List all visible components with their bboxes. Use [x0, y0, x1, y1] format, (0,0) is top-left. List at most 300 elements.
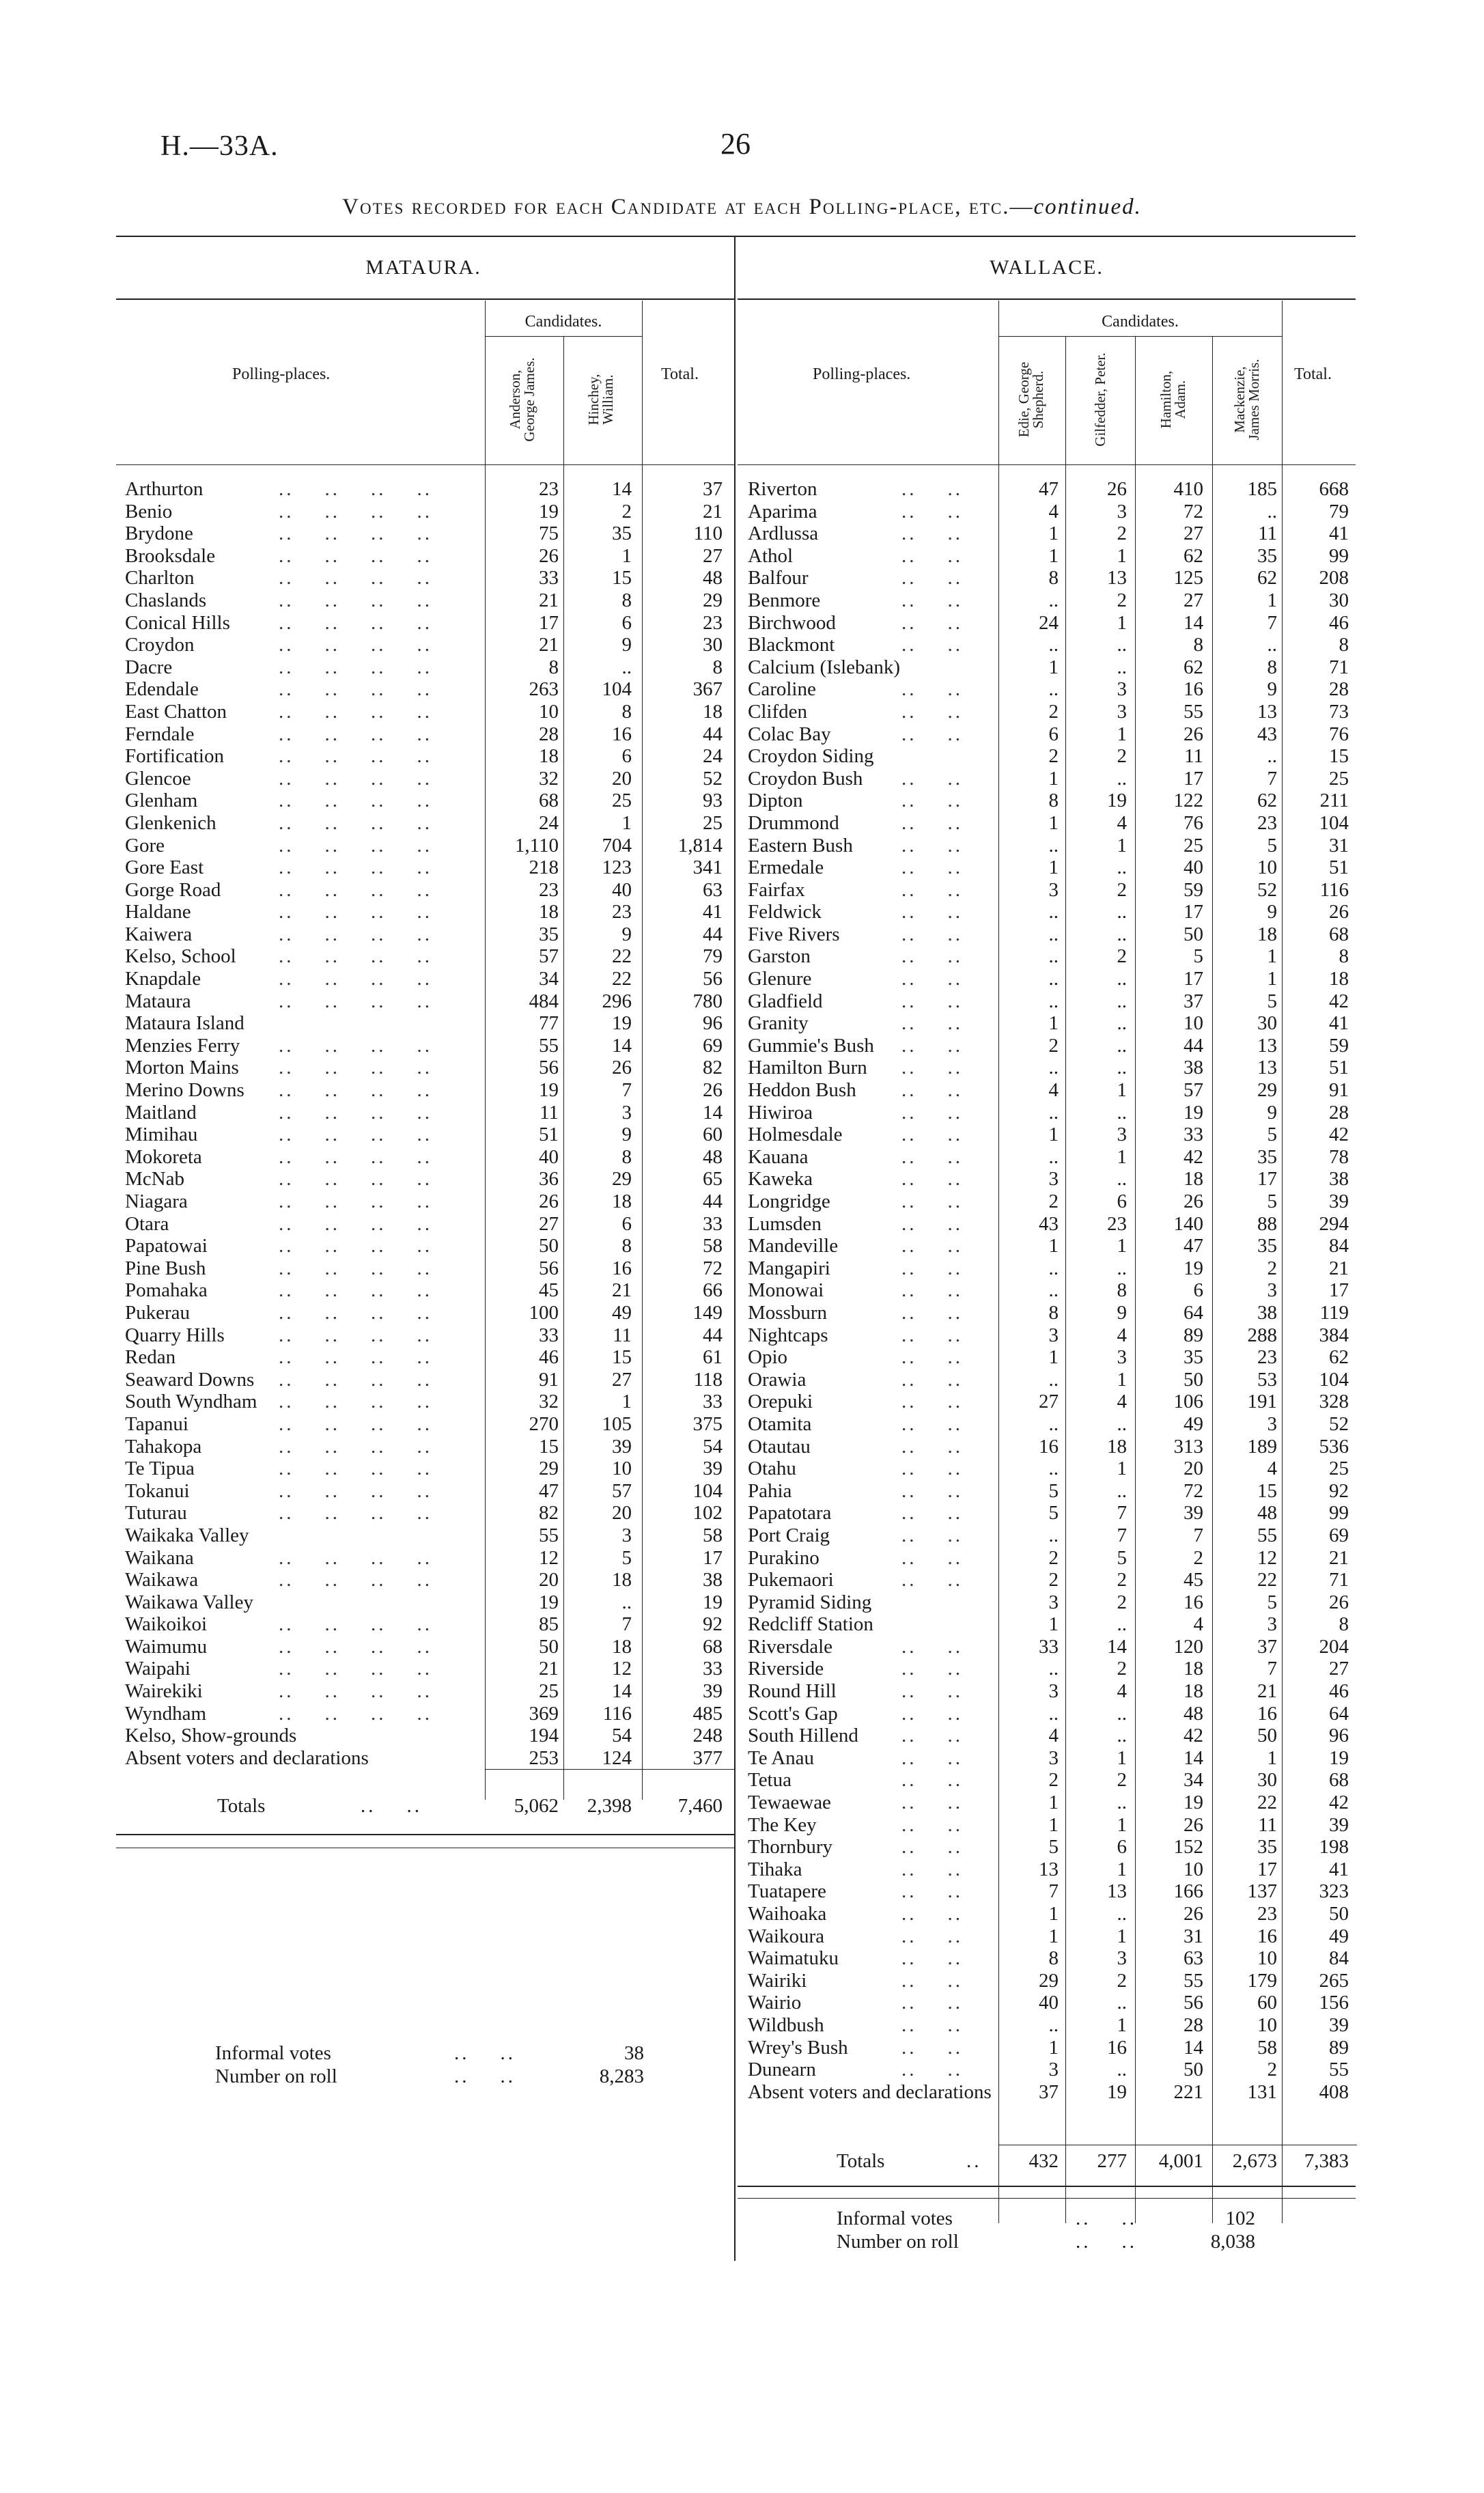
vote-cell: 2 [1048, 1034, 1059, 1057]
vote-cell: 2 [1117, 1591, 1127, 1613]
vote-cell: 33 [1184, 1124, 1203, 1146]
wallace-row [748, 1925, 1352, 1948]
vote-cell: 42 [1329, 990, 1349, 1012]
vote-cell: 16 [1257, 1702, 1277, 1725]
vote-cell: 25 [1329, 1458, 1349, 1480]
leader-dots: .. .. .. .. [279, 1212, 432, 1235]
leader-dots: .. .. .. .. [279, 1569, 432, 1591]
vote-cell: 13 [1257, 700, 1277, 723]
vote-cell: 17 [1184, 767, 1203, 790]
leader-dots: .. .. [901, 523, 963, 545]
vote-cell: .. [1048, 1368, 1059, 1391]
vote-cell: 10 [1184, 1858, 1203, 1880]
vote-cell: 2 [1117, 1769, 1127, 1792]
vote-cell: 51 [1329, 856, 1349, 879]
vote-cell: .. [1048, 1101, 1059, 1124]
vote-cell: 17 [1257, 1168, 1277, 1190]
vote-cell: 44 [703, 723, 723, 745]
leader-dots: .. .. [901, 878, 963, 901]
vote-cell: 1 [1117, 1368, 1127, 1391]
vote-cell: 25 [1329, 767, 1349, 790]
polling-place-name: Colac Bay [748, 723, 831, 745]
wallace-row [748, 856, 1352, 879]
vote-cell: 69 [1329, 1524, 1349, 1546]
leader-dots: .. .. [901, 901, 963, 923]
vote-cell: 37 [703, 478, 723, 500]
vote-cell: 104 [692, 1479, 723, 1502]
vote-cell: 24 [1039, 611, 1059, 634]
wallace-candidate-3: Hamilton, Adam. [1158, 370, 1188, 429]
polling-place-name: Glenure [748, 968, 812, 990]
vote-cell: 10 [539, 700, 559, 723]
vote-cell: 23 [539, 478, 559, 500]
vote-cell: 82 [703, 1057, 723, 1079]
polling-place-name: Dacre [125, 656, 173, 678]
vote-cell: 42 [1184, 1145, 1203, 1168]
vote-cell: 39 [1329, 1190, 1349, 1212]
mataura-row [125, 1458, 733, 1480]
polling-place-name: Aparima [748, 500, 817, 523]
vote-cell: 410 [1173, 478, 1203, 500]
vote-cell: 3 [1048, 1324, 1059, 1346]
leader-dots: .. .. [901, 1880, 963, 1903]
leader-dots: .. .. .. .. [279, 1301, 432, 1324]
leader-dots: .. .. [901, 1301, 963, 1324]
vote-cell: 14 [1184, 1746, 1203, 1769]
vote-cell: 124 [602, 1746, 632, 1769]
vote-cell: 5 [1267, 1124, 1277, 1146]
vote-cell: 1 [1267, 945, 1277, 968]
wallace-row [748, 1279, 1352, 1302]
vote-cell: 38 [1184, 1057, 1203, 1079]
vote-cell: 110 [693, 523, 723, 545]
leader-dots: .. .. .. .. [279, 1502, 432, 1524]
polling-place-name: Glenham [125, 790, 198, 812]
vote-cell: 66 [703, 1279, 723, 1302]
mataura-row [125, 1502, 733, 1524]
vote-cell: .. [1117, 1057, 1127, 1079]
vote-cell: 21 [539, 589, 559, 611]
leader-dots: .. .. [901, 1435, 963, 1458]
vote-cell: 19 [1184, 1792, 1203, 1814]
leader-dots: .. .. .. .. [279, 1635, 432, 1658]
leader-dots: .. .. [901, 1813, 963, 1836]
mataura-row [125, 678, 733, 701]
vote-cell: 4 [1193, 1613, 1203, 1636]
wallace-row [748, 1880, 1352, 1903]
vote-cell: 23 [612, 901, 632, 923]
vote-cell: 65 [703, 1168, 723, 1190]
wallace-row [748, 1190, 1352, 1213]
page-number: 26 [720, 127, 751, 161]
wallace-candidate-4: Mackenzie, James Morris. [1231, 359, 1262, 441]
vote-cell: 367 [692, 678, 723, 701]
vote-cell: 79 [1329, 500, 1349, 523]
vote-cell: 1 [1048, 767, 1059, 790]
wallace-row [748, 2037, 1352, 2059]
vote-cell: 536 [1319, 1435, 1349, 1458]
polling-place-name: Seaward Downs [125, 1368, 255, 1391]
vote-cell: 248 [692, 1725, 723, 1747]
vote-cell: 18 [703, 700, 723, 723]
polling-place-name: Tetua [748, 1769, 792, 1792]
polling-place-name: Wyndham [125, 1702, 207, 1725]
mataura-row [125, 1102, 733, 1124]
wallace-row [748, 612, 1352, 635]
leader-dots: .. .. [901, 923, 963, 945]
leader-dots: .. .. [901, 1101, 963, 1124]
leader-dots: .. .. .. .. [279, 968, 432, 990]
polling-place-name: Tewaewae [748, 1792, 831, 1814]
vote-cell: 11 [1184, 745, 1203, 768]
leader-dots: .. .. .. .. [279, 723, 432, 745]
mataura-row [125, 1279, 733, 1302]
polling-place-name: Benio [125, 500, 173, 523]
leader-dots: .. .. .. .. [279, 567, 432, 589]
vote-cell: 704 [602, 834, 632, 856]
vote-cell: 1 [1117, 723, 1127, 745]
leader-dots: .. .. [901, 811, 963, 834]
vote-cell: 59 [1329, 1034, 1349, 1057]
leader-dots: .. .. [901, 1992, 963, 2014]
wallace-row [748, 790, 1352, 812]
polling-place-name: Hamilton Burn [748, 1057, 867, 1079]
polling-place-name: Redcliff Station [748, 1613, 873, 1636]
vote-cell: 55 [539, 1524, 559, 1546]
vote-cell: 5 [621, 1546, 632, 1569]
vote-cell: 8 [621, 700, 632, 723]
polling-place-name: Croydon Siding [748, 745, 874, 768]
vote-cell: 1 [1048, 811, 1059, 834]
vote-cell: 15 [539, 1435, 559, 1458]
vote-cell: 18 [539, 901, 559, 923]
mataura-row [125, 1324, 733, 1347]
vote-cell: 369 [529, 1702, 559, 1725]
polling-place-name: The Key [748, 1813, 817, 1836]
vote-cell: 48 [703, 1145, 723, 1168]
polling-place-name: Conical Hills [125, 611, 230, 634]
mataura-row [125, 589, 733, 612]
vote-cell: 31 [1329, 834, 1349, 856]
vote-cell: 328 [1319, 1391, 1349, 1413]
vote-cell: 2 [1117, 1969, 1127, 1992]
leader-dots: .. .. .. .. [279, 634, 432, 656]
wallace-row [748, 923, 1352, 946]
leader-dots: .. .. [901, 611, 963, 634]
vote-cell: 13 [1107, 1880, 1127, 1903]
vote-cell: 4 [1117, 1324, 1127, 1346]
vote-cell: 85 [539, 1613, 559, 1636]
vote-cell: 92 [1329, 1479, 1349, 1502]
polling-place-name: Fortification [125, 745, 224, 768]
mataura-row [125, 768, 733, 790]
vote-cell: 50 [1184, 2059, 1203, 2081]
polling-place-name: Waimatuku [748, 1947, 839, 1970]
leader-dots: .. .. .. .. [279, 1145, 432, 1168]
polling-place-name: Orawia [748, 1368, 807, 1391]
wallace-row [748, 1012, 1352, 1035]
vote-cell: 6 [1117, 1190, 1127, 1212]
vote-cell: 2 [1048, 1769, 1059, 1792]
vote-cell: 39 [703, 1458, 723, 1480]
vote-cell: 51 [1329, 1057, 1349, 1079]
vote-cell: 23 [539, 878, 559, 901]
vote-cell: 7 [1193, 1524, 1203, 1546]
vote-cell: .. [1117, 1101, 1127, 1124]
vote-cell: 62 [1329, 1346, 1349, 1369]
leader-dots: .. .. [901, 1746, 963, 1769]
vote-cell: 263 [529, 678, 559, 701]
vote-cell: 42 [1329, 1792, 1349, 1814]
vote-cell: 1 [1048, 1235, 1059, 1257]
vote-cell: 44 [1184, 1034, 1203, 1057]
leader-dots: .. .. [901, 1479, 963, 1502]
mataura-row [125, 1680, 733, 1703]
vote-cell: 19 [1107, 2080, 1127, 2103]
vote-cell: 33 [703, 1391, 723, 1413]
polling-place-name: Caroline [748, 678, 816, 701]
vote-cell: 20 [539, 1569, 559, 1591]
vote-cell: 156 [1319, 1992, 1349, 2014]
polling-place-name: Calcium (Islebank) [748, 656, 901, 678]
leader-dots: .. .. [901, 1969, 963, 1992]
polling-place-name: Birchwood [748, 611, 836, 634]
vote-cell: 1 [1048, 523, 1059, 545]
wallace-row [748, 1992, 1352, 2014]
vote-cell: 37 [1039, 2080, 1059, 2103]
vote-cell: 1 [1117, 1145, 1127, 1168]
vote-cell: 25 [539, 1680, 559, 1703]
leader-dots: .. .. [901, 1792, 963, 1814]
vote-cell: .. [1117, 990, 1127, 1012]
wallace-totals-dots: .. [966, 2150, 982, 2172]
vote-cell: 1 [1117, 611, 1127, 634]
wallace-totals-label: Totals [837, 2150, 885, 2172]
vote-cell: 40 [1039, 1992, 1059, 2014]
vote-cell: 33 [1039, 1635, 1059, 1658]
mataura-row [125, 567, 733, 589]
wallace-row [748, 1658, 1352, 1680]
mataura-row [125, 1747, 733, 1770]
leader-dots: .. .. [901, 1925, 963, 1947]
polling-place-name: Dipton [748, 790, 803, 812]
wallace-row [748, 1814, 1352, 1837]
vote-cell: 15 [1329, 745, 1349, 768]
wallace-row [748, 1480, 1352, 1503]
vote-cell: 122 [1173, 790, 1203, 812]
polling-place-name: Tahakopa [125, 1435, 202, 1458]
polling-place-name: Eastern Bush [748, 834, 853, 856]
polling-place-name: Arthurton [125, 478, 204, 500]
wallace-row [748, 2081, 1352, 2104]
polling-place-name: Five Rivers [748, 923, 840, 945]
leader-dots: .. .. [901, 1257, 963, 1279]
vote-cell: 46 [1329, 611, 1349, 634]
vote-cell: 35 [1257, 1145, 1277, 1168]
leader-dots: .. .. .. .. [279, 1680, 432, 1703]
leader-dots: .. .. .. .. [279, 811, 432, 834]
vote-cell: 1 [1117, 2014, 1127, 2036]
polling-place-name: Round Hill [748, 1680, 837, 1703]
vote-cell: 28 [1184, 2014, 1203, 2036]
mataura-totals-dots: .. .. [361, 1795, 422, 1817]
mataura-row [125, 612, 733, 635]
vote-cell: 47 [1184, 1235, 1203, 1257]
mataura-candidate-1: Anderson, George James. [507, 357, 537, 442]
vote-cell: 3 [1117, 678, 1127, 701]
polling-place-name: Glencoe [125, 767, 191, 790]
vote-cell: 2 [1048, 1190, 1059, 1212]
leader-dots: .. .. [901, 1346, 963, 1369]
vote-cell: .. [1048, 1658, 1059, 1680]
top-rule [116, 236, 1356, 237]
polling-place-name: Orepuki [748, 1391, 813, 1413]
polling-place-name: Fairfax [748, 878, 805, 901]
polling-place-name: Kelso, Show-grounds [125, 1725, 297, 1747]
vote-cell: 1 [1048, 656, 1059, 678]
leader-dots: .. .. .. .. [279, 1391, 432, 1413]
mataura-row [125, 1302, 733, 1324]
vote-cell: 4 [1117, 811, 1127, 834]
wallace-row [748, 478, 1352, 501]
section-divider [734, 236, 736, 2261]
vote-cell: .. [1048, 1057, 1059, 1079]
wallace-row [748, 1502, 1352, 1524]
vote-cell: 20 [612, 1502, 632, 1524]
leader-dots: .. .. [901, 478, 963, 500]
vote-cell: .. [1117, 1012, 1127, 1035]
vote-cell: 25 [1184, 834, 1203, 856]
vote-cell: 780 [692, 990, 723, 1012]
wallace-row [748, 1858, 1352, 1881]
vote-cell: 1 [1048, 1925, 1059, 1947]
polling-place-name: South Wyndham [125, 1391, 257, 1413]
vote-cell: 6 [621, 1212, 632, 1235]
mataura-row [125, 1436, 733, 1458]
vote-cell: 18 [612, 1635, 632, 1658]
mataura-row [125, 968, 733, 990]
leader-dots: .. .. .. .. [279, 478, 432, 500]
leader-dots: .. .. [901, 767, 963, 790]
vote-cell: 23 [1107, 1212, 1127, 1235]
mataura-row [125, 1079, 733, 1102]
vote-cell: 25 [703, 811, 723, 834]
vote-cell: 30 [1329, 589, 1349, 611]
vote-cell: 140 [1173, 1212, 1203, 1235]
vote-cell: 8 [1267, 656, 1277, 678]
vote-cell: 26 [703, 1079, 723, 1102]
vote-cell: 265 [1319, 1969, 1349, 1992]
vote-cell: 54 [612, 1725, 632, 1747]
polling-place-name: Absent voters and declarations [748, 2080, 992, 2103]
vote-cell: 1,110 [514, 834, 559, 856]
polling-place-name: Kaweka [748, 1168, 813, 1190]
vote-cell: 13 [1107, 567, 1127, 589]
vote-cell: .. [1048, 2014, 1059, 2036]
vote-cell: 49 [1184, 1412, 1203, 1435]
vote-cell: 18 [612, 1190, 632, 1212]
vote-cell: 9 [1117, 1301, 1127, 1324]
wallace-row [748, 812, 1352, 835]
mataura-row [125, 723, 733, 746]
wallace-row [748, 1391, 1352, 1413]
leader-dots: .. .. .. .. [279, 945, 432, 968]
vote-cell: 100 [529, 1301, 559, 1324]
vote-cell: 33 [703, 1212, 723, 1235]
vote-cell: 68 [1329, 1769, 1349, 1792]
vote-cell: 104 [1319, 1368, 1349, 1391]
vote-cell: 21 [539, 1658, 559, 1680]
wallace-row [748, 1613, 1352, 1636]
vote-cell: 37 [1257, 1635, 1277, 1658]
polling-place-name: Waikawa Valley [125, 1591, 253, 1613]
vote-cell: 17 [1184, 901, 1203, 923]
wallace-row [748, 835, 1352, 857]
vote-cell: 40 [612, 878, 632, 901]
mataura-total-hinchey: 2,398 [587, 1795, 632, 1817]
vote-cell: 194 [529, 1725, 559, 1747]
vote-cell: .. [1048, 1458, 1059, 1480]
vote-cell: 47 [1039, 478, 1059, 500]
vote-cell: 2 [1117, 589, 1127, 611]
vote-cell: 53 [1257, 1368, 1277, 1391]
mataura-row [125, 1257, 733, 1280]
vote-cell: 9 [1267, 678, 1277, 701]
vote-cell: 39 [1184, 1502, 1203, 1524]
vote-cell: 2 [1048, 1569, 1059, 1591]
wallace-row [748, 1903, 1352, 1925]
wallace-row [748, 1792, 1352, 1814]
vote-cell: .. [1267, 500, 1277, 523]
polling-place-name: Pukerau [125, 1301, 191, 1324]
polling-place-name: Waikoikoi [125, 1613, 208, 1636]
vote-cell: 3 [1048, 2059, 1059, 2081]
vote-cell: 8 [1048, 1947, 1059, 1970]
vote-cell: 3 [1048, 1591, 1059, 1613]
vote-cell: .. [1117, 1725, 1127, 1747]
leader-dots: .. .. [901, 1769, 963, 1792]
mataura-row [125, 1035, 733, 1057]
polling-place-name: Otamita [748, 1412, 812, 1435]
vote-cell: 34 [1184, 1769, 1203, 1792]
vote-cell: .. [621, 656, 632, 678]
vote-cell: 99 [1329, 544, 1349, 567]
leader-dots: .. .. .. .. [279, 1702, 432, 1725]
wallace-total-hamilton: 4,001 [1158, 2150, 1203, 2172]
mataura-row [125, 945, 733, 968]
wallace-row [748, 656, 1352, 679]
vote-cell: 17 [1184, 968, 1203, 990]
vote-cell: 52 [1329, 1412, 1349, 1435]
polling-place-name: Glenkenich [125, 811, 216, 834]
wallace-row [748, 1213, 1352, 1236]
vote-cell: 15 [612, 1346, 632, 1369]
vote-cell: 131 [1247, 2080, 1277, 2103]
polling-place-name: Dunearn [748, 2059, 816, 2081]
vote-cell: 35 [612, 523, 632, 545]
polling-place-name: Kaiwera [125, 923, 193, 945]
vote-cell: 62 [1257, 567, 1277, 589]
leader-dots: .. .. .. .. [279, 990, 432, 1012]
leader-dots: .. .. .. .. [279, 544, 432, 567]
vote-cell: 8 [1117, 1279, 1127, 1302]
leader-dots: .. .. .. .. [279, 1235, 432, 1257]
vote-cell: 8 [1048, 567, 1059, 589]
vote-cell: 57 [612, 1479, 632, 1502]
leader-dots: .. .. [901, 1079, 963, 1102]
polling-place-name: Lumsden [748, 1212, 822, 1235]
wallace-total-gilfedder: 277 [1097, 2150, 1127, 2172]
